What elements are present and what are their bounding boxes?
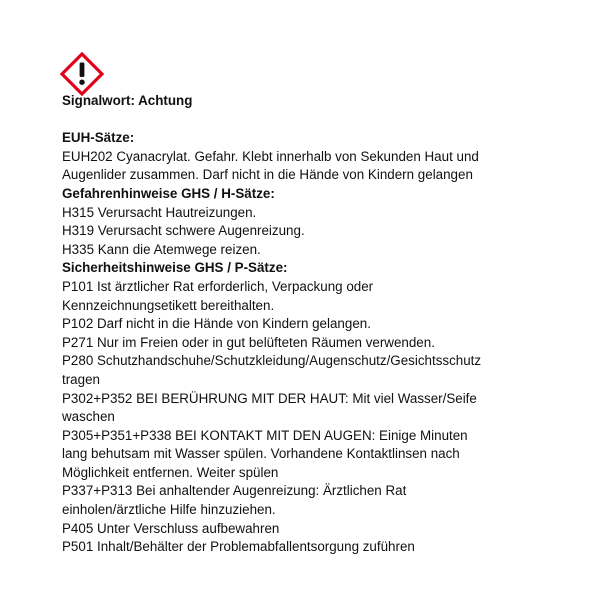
- safety-text-block: [62, 92, 582, 557]
- signal-word: Signalwort: Achtung: [62, 93, 193, 108]
- ghs-exclamation-mark-icon: [60, 52, 104, 96]
- p-statement-line: Möglichkeit entfernen. Weiter spülen: [62, 464, 279, 480]
- p-statements-heading: Sicherheitshinweise GHS / P-Sätze:: [62, 260, 288, 276]
- euh-section: [62, 129, 582, 185]
- p-statement-line: P101 Ist ärztlicher Rat erforderlich, Verpackung oder: [62, 278, 374, 294]
- p-statement-line: P102 Darf nicht in die Hände von Kindern gelangen.: [62, 316, 371, 332]
- euh-heading: EUH-Sätze:: [62, 130, 135, 146]
- h-statements-heading: Gefahrenhinweise GHS / H-Sätze:: [62, 185, 275, 201]
- p-statement-line: P302+P352 BEI BERÜHRUNG MIT DER HAUT: Mit viel Wasser/Seife: [62, 390, 477, 406]
- p-statements-section: [62, 259, 582, 557]
- p-statement-line: P501 Inhalt/Behälter der Problemabfallentsorgung zuführen: [62, 539, 415, 555]
- p-statement-line: P337+P313 Bei anhaltender Augenreizung: Ärztlichen Rat: [62, 483, 407, 499]
- p-statement-line: waschen: [62, 409, 115, 425]
- p-statement-line: P305+P351+P338 BEI KONTAKT MIT DEN AUGEN: Einige Minuten: [62, 427, 468, 443]
- p-statement-line: Kennzeichnungsetikett bereithalten.: [62, 297, 275, 313]
- euh-line: EUH202 Cyanacrylat. Gefahr. Klebt innerhalb von Sekunden Haut und: [62, 148, 479, 164]
- p-statement-line: P271 Nur im Freien oder in gut belüfteten Räumen verwenden.: [62, 334, 435, 350]
- h-statements-section: [62, 185, 582, 259]
- p-statement-line: tragen: [62, 371, 100, 387]
- h-statement-line: H335 Kann die Atemwege reizen.: [62, 241, 261, 257]
- p-statement-line: P405 Unter Verschluss aufbewahren: [62, 520, 280, 536]
- h-statement-line: H319 Verursacht schwere Augenreizung.: [62, 223, 305, 239]
- p-statement-line: lang behutsam mit Wasser spülen. Vorhandene Kontaktlinsen nach: [62, 446, 460, 462]
- p-statement-line: P280 Schutzhandschuhe/Schutzkleidung/Augenschutz/Gesichtsschutz: [62, 353, 482, 369]
- p-statement-line: einholen/ärztliche Hilfe hinzuziehen.: [62, 502, 276, 518]
- h-statement-line: H315 Verursacht Hautreizungen.: [62, 204, 257, 220]
- euh-line: Augenlider zusammen. Darf nicht in die Hände von Kindern gelangen: [62, 167, 473, 183]
